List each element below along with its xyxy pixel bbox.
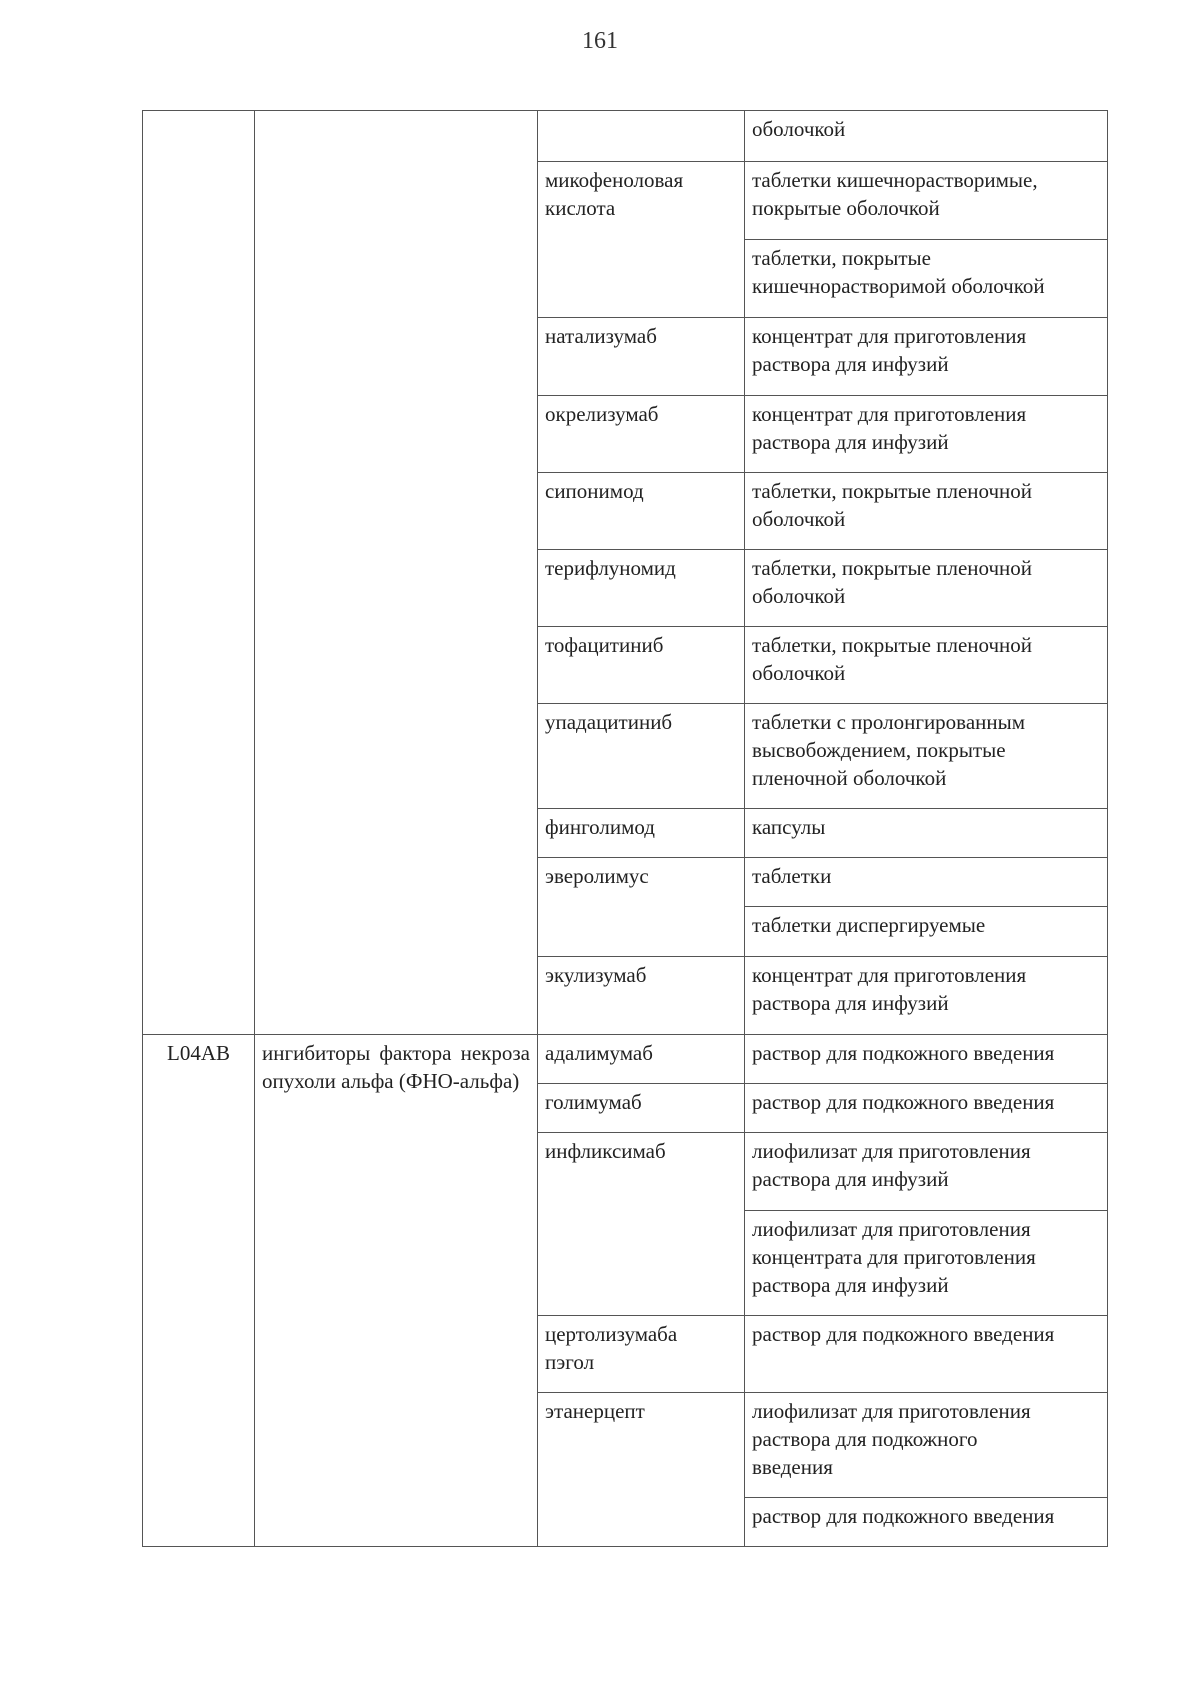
- atc-code-cell: [143, 1035, 255, 1547]
- dosage-form-cell: [745, 111, 1108, 162]
- drug-name-cell: [538, 550, 745, 627]
- dosage-form-cell: [745, 1498, 1108, 1547]
- table-row: [143, 111, 1108, 162]
- dosage-form: таблетки, покрытые пленочной оболочкой: [752, 633, 1033, 685]
- dosage-form: таблетки, покрытые пленочной оболочкой: [752, 479, 1033, 531]
- dosage-form-cell: [745, 704, 1108, 809]
- dosage-form-cell: [745, 240, 1108, 318]
- dosage-form: лиофилизат для приготовления раствора для инфузий: [752, 1139, 1031, 1191]
- drug-name: инфликсимаб: [545, 1139, 666, 1163]
- drug-name: эверолимус: [545, 864, 649, 888]
- dosage-form: раствор для подкожного введения: [752, 1041, 1055, 1065]
- dosage-form-cell: [745, 1316, 1108, 1393]
- drug-name-cell: [538, 1393, 745, 1547]
- dosage-form: концентрат для приготовления раствора для инфузий: [752, 963, 1027, 1015]
- dosage-form: концентрат для приготовления раствора для инфузий: [752, 402, 1027, 454]
- group-name-cell: [255, 111, 538, 1035]
- dosage-form: таблетки с пролонгированным высвобождением, покрытые пленочной оболочкой: [752, 710, 1026, 790]
- drug-name-cell: [538, 318, 745, 396]
- dosage-form: капсулы: [752, 815, 826, 839]
- drug-name: экулизумаб: [545, 963, 647, 987]
- dosage-form: раствор для подкожного введения: [752, 1322, 1055, 1346]
- dosage-form-cell: [745, 809, 1108, 858]
- drug-name: упадацитиниб: [545, 710, 673, 734]
- drug-name-cell: [538, 1133, 745, 1316]
- dosage-form: раствор для подкожного введения: [752, 1090, 1055, 1114]
- drug-name-cell: [538, 1316, 745, 1393]
- drug-name: окрелизумаб: [545, 402, 659, 426]
- group-name-cell: [255, 1035, 538, 1547]
- drug-name-cell: [538, 111, 745, 162]
- atc-code: L04AB: [167, 1041, 230, 1065]
- drug-name-cell: [538, 162, 745, 318]
- drug-name-cell: [538, 627, 745, 704]
- drug-name-cell: [538, 858, 745, 957]
- dosage-form-cell: [745, 1084, 1108, 1133]
- dosage-form: раствор для подкожного введения: [752, 1504, 1055, 1528]
- dosage-form-cell: [745, 858, 1108, 907]
- dosage-form-cell: [745, 627, 1108, 704]
- table-row: [143, 1035, 1108, 1084]
- drug-name: этанерцепт: [545, 1399, 645, 1423]
- dosage-form: таблетки диспергируемые: [752, 913, 986, 937]
- drug-name: микофеноловая кислота: [545, 168, 684, 220]
- drug-name-cell: [538, 704, 745, 809]
- drug-name-cell: [538, 1084, 745, 1133]
- dosage-form-cell: [745, 162, 1108, 240]
- drug-name: финголимод: [545, 815, 655, 839]
- drug-name: тофацитиниб: [545, 633, 664, 657]
- drug-name: адалимумаб: [545, 1041, 653, 1065]
- dosage-form-cell: [745, 957, 1108, 1035]
- drug-name: голимумаб: [545, 1090, 642, 1114]
- group-name: ингибиторы фактора некроза опухоли альфа (ФНО-альфа): [262, 1041, 530, 1093]
- dosage-form: таблетки, покрытые кишечнорастворимой оболочкой: [752, 246, 1045, 298]
- drug-name: терифлуномид: [545, 556, 676, 580]
- dosage-form: оболочкой: [752, 117, 846, 141]
- drug-name: сипонимод: [545, 479, 644, 503]
- dosage-form-cell: [745, 1035, 1108, 1084]
- drug-table: [142, 110, 1108, 1547]
- dosage-form-cell: [745, 396, 1108, 473]
- dosage-form-cell: [745, 907, 1108, 957]
- drug-name-cell: [538, 957, 745, 1035]
- dosage-form: лиофилизат для приготовления концентрата для приготовления раствора для инфузий: [752, 1217, 1036, 1297]
- dosage-form-cell: [745, 1211, 1108, 1316]
- dosage-form-cell: [745, 473, 1108, 550]
- dosage-form-cell: [745, 1393, 1108, 1498]
- dosage-form: лиофилизат для приготовления раствора для подкожного введения: [752, 1399, 1031, 1479]
- page-number: 161: [582, 28, 618, 54]
- drug-name-cell: [538, 473, 745, 550]
- dosage-form-cell: [745, 550, 1108, 627]
- drug-name-cell: [538, 396, 745, 473]
- atc-code-cell: [143, 111, 255, 1035]
- dosage-form: таблетки, покрытые пленочной оболочкой: [752, 556, 1033, 608]
- drug-name-cell: [538, 1035, 745, 1084]
- dosage-form: концентрат для приготовления раствора для инфузий: [752, 324, 1027, 376]
- dosage-form: таблетки: [752, 864, 832, 888]
- dosage-form-cell: [745, 1133, 1108, 1211]
- dosage-form: таблетки кишечнорастворимые, покрытые оболочкой: [752, 168, 1038, 220]
- dosage-form-cell: [745, 318, 1108, 396]
- drug-name: натализумаб: [545, 324, 657, 348]
- drug-name: цертолизумаба пэгол: [545, 1322, 678, 1374]
- drug-name-cell: [538, 809, 745, 858]
